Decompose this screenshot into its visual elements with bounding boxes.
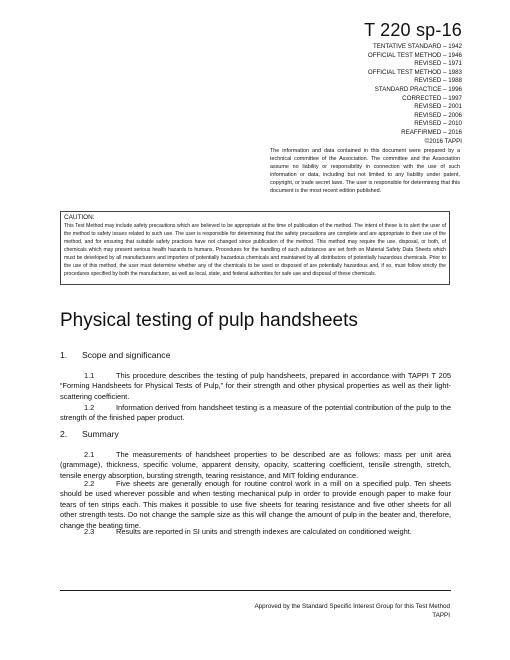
history-line: REVISED – 2010 bbox=[414, 120, 462, 128]
history-line: OFFICIAL TEST METHOD – 1983 bbox=[367, 68, 462, 76]
paragraph-number: 1.1 bbox=[84, 371, 95, 380]
section-title: Summary bbox=[82, 429, 119, 439]
section-heading bbox=[60, 350, 170, 361]
paragraph bbox=[60, 479, 451, 531]
paragraph bbox=[60, 371, 451, 402]
paragraph-text: This procedure describes the testing of pulp handsheets, prepared in accordance with TAPPI T 205 “Forming Handsheets for Physical Tests of Pulp,” for their strength and other physical properties as well as their light-scattering coefficient. bbox=[60, 371, 451, 401]
section-heading bbox=[60, 429, 119, 440]
revision-history bbox=[262, 43, 462, 146]
caution-title: CAUTION: bbox=[64, 214, 95, 221]
paragraph-number: 2.3 bbox=[84, 527, 95, 536]
paragraph-text: The measurements of handsheet properties to be described are as follows: mass per unit area (grammage), thickness, specific volume, apparent density, opacity, scattering coefficient, tensile strength, stretch, tensile energy absorption, bursting strength, tearing resistance, and MIT folding endurance. bbox=[60, 450, 451, 480]
paragraph-number: 2.1 bbox=[84, 450, 95, 459]
paragraph bbox=[60, 403, 451, 424]
footer bbox=[150, 602, 450, 620]
liability-notice: The information and data contained in this document were prepared by a technical committee of the Association. The committee and the Association assume no liability or responsibility in connection with the use of such information or data, including but not limited to any liability under patent, copyright, or trade secret laws. The user is responsible for determining that this document is the most recent edition published. bbox=[270, 148, 460, 195]
paragraph bbox=[60, 450, 451, 481]
history-line: TENTATIVE STANDARD – 1942 bbox=[372, 43, 462, 50]
paragraph-text: Results are reported in SI units and strength indexes are calculated on conditioned weight. bbox=[116, 527, 412, 536]
history-line: REVISED – 1971 bbox=[414, 60, 462, 68]
history-line: REVISED – 1988 bbox=[414, 77, 462, 85]
paragraph-text: Five sheets are generally enough for routine control work in a mill on a specified pulp. Ten sheets should be used wherever possible and when testing mechanical pulp in order to provide enough paper to make four tears of ten strips each. This makes it possible to use five sheets for tearing resistance and five other sheets for all other strength tests. Do not change the sample size as this will change the amount of pulp in the beater and, therefore, change the beating time. bbox=[60, 479, 451, 530]
caution-box bbox=[60, 211, 450, 285]
document-title: Physical testing of pulp handsheets bbox=[60, 310, 358, 331]
paragraph-number: 2.2 bbox=[84, 479, 95, 488]
section-title: Scope and significance bbox=[82, 350, 171, 360]
paragraph bbox=[60, 527, 451, 537]
section-number: 1. bbox=[60, 350, 68, 360]
caution-text: This Test Method may include safety precautions which are believed to be appropriate at the time of publication of the method. The intent of these is to alert the user of the method to safety issues related to such use. The user is responsible for determining that the safety precautions are complete and are appropriate to their use of the method, and for ensuring that suitable safety practices have not changed since publication of the method. This method may require the use, disposal, or both, of chemicals which may present serious health hazards to humans. Procedures for the handling of such substances are set forth on Material Safety Data Sheets which must be developed by all manufacturers and importers of potentially hazardous chemicals and maintained by all distributors of potentially hazardous chemicals. Prior to the use of this method, the user must determine whether any of the chemicals to be used or disposed of are potentially hazardous and, if so, must follow strictly the procedures specified by both the manufacturer, as well as local, state, and federal authorities for safe use and disposal of these chemicals. bbox=[64, 223, 446, 278]
section-number: 2. bbox=[60, 429, 68, 439]
paragraph-number: 1.2 bbox=[84, 403, 95, 412]
document-id: T 220 sp-16 bbox=[364, 20, 462, 40]
history-line: REAFFIRMED – 2016 bbox=[401, 128, 462, 136]
history-line: REVISED – 2001 bbox=[414, 103, 462, 111]
organization-name: TAPPI bbox=[432, 612, 450, 619]
history-line: ©2016 TAPPI bbox=[424, 137, 462, 145]
history-line: STANDARD PRACTICE – 1996 bbox=[374, 85, 462, 93]
paragraph-text: Information derived from handsheet testing is a measure of the potential contribution of the pulp to the strength of the finished paper product. bbox=[60, 403, 451, 423]
footer-divider bbox=[60, 590, 451, 591]
history-line: OFFICIAL TEST METHOD – 1946 bbox=[367, 51, 462, 59]
approval-note: Approved by the Standard Specific Interest Group for this Test Method bbox=[254, 603, 450, 610]
history-line: REVISED – 2006 bbox=[414, 111, 462, 119]
history-line: CORRECTED – 1997 bbox=[402, 94, 462, 102]
